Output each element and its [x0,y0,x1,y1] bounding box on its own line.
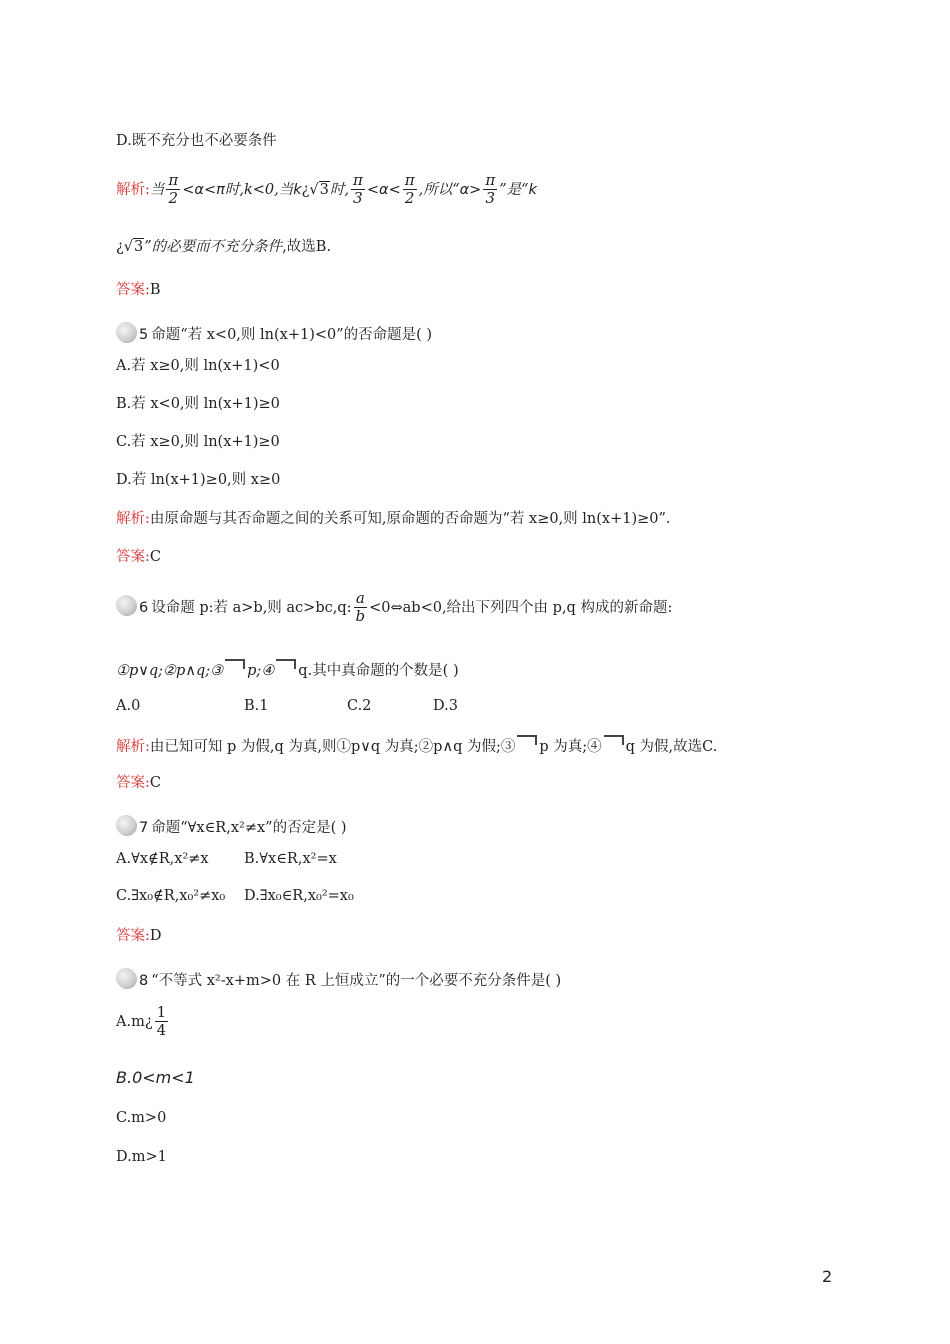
q5-option-a: A.若 x≥0,则 ln(x+1)<0 [116,358,280,374]
q6-explanation: 解析:由已知可知 p 为假,q 为真,则①p∨q 为真;②p∧q 为假;③ p 为真;④ q 为假,故选C. [116,735,717,757]
q5-answer: 答案:C [116,549,161,565]
fraction: $\frac{\pi}{2}$ [404,171,415,208]
q7-answer: 答案:D [116,928,162,944]
q7-stem: 7 命题“∀x∈R,x²≠x”的否定是( ) [116,815,347,838]
q7-option-a: A.∀x∉R,x²≠x [116,851,209,867]
q6-option-d: D.3 [433,698,458,714]
sqrt-3: √3 [123,239,144,255]
q7-option-b: B.∀x∈R,x²=x [244,851,337,867]
q7-options-cd [116,887,354,906]
q5-stem: 5 命题“若 x<0,则 ln(x+1)<0”的否命题是( ) [116,322,432,345]
q4-answer: 答案:B [116,282,161,298]
page-number: 2 [822,1267,833,1286]
sqrt-3: √3 [309,181,329,198]
question-marker-icon [116,968,136,988]
question-marker-icon [116,815,136,835]
q7-options-ab [116,850,337,869]
q7-option-c: C.∃x₀∉R,x₀²≠x₀ [116,888,226,904]
q5-option-d: D.若 ln(x+1)≥0,则 x≥0 [116,472,281,488]
q6-option-a: A.0 [116,698,141,714]
negation-symbol [517,735,537,745]
negation-symbol [604,735,624,745]
q4-option-d: D.既不充分也不必要条件 [116,133,277,149]
q8-stem: 8 “不等式 x²-x+m>0 在 R 上恒成立”的一个必要不充分条件是( ) [116,968,561,991]
explanation-label: 解析: [116,181,150,198]
q4-explanation-line2: ¿√3”的必要而不充分条件,故选B. [116,239,332,255]
q8-option-b: B.0<m<1 [116,1068,195,1087]
q6-option-b: B.1 [244,698,269,714]
q8-option-c: C.m>0 [116,1110,167,1126]
question-marker-icon [116,595,136,615]
q5-option-b: B.若 x<0,则 ln(x+1)≥0 [116,396,280,412]
fraction-a-over-b: $\frac{a}{b}$ [355,589,366,626]
fraction: $\frac{\pi}{3}$ [485,171,496,208]
question-marker-icon [116,322,136,342]
q8-option-d: D.m>1 [116,1149,167,1165]
negation-symbol [276,659,296,669]
fraction: $\frac{\pi}{2}$ [168,171,179,208]
negation-symbol [225,659,245,669]
q5-explanation: 解析:由原命题与其否命题之间的关系可知,原命题的否命题为“若 x≥0,则 ln(x+1)≥0”. [116,511,671,527]
q4-explanation-line1: 解析:当 $\frac{\pi}{2}$ <α<π时,k<0,当k¿√3时, $\frac{\pi}{3}$ <α< $\frac{\pi}{2}$ ,所以“α> $\frac{\pi}{3}$ ”是“k [116,171,537,208]
q5-option-c: C.若 x≥0,则 ln(x+1)≥0 [116,434,280,450]
q6-stem: 6 设命题 p:若 a>b,则 ac>bc,q: $\frac{a}{b}$ <0⇔ab<0,给出下列四个由 p,q 构成的新命题: [116,590,672,626]
q7-option-d: D.∃x₀∈R,x₀²=x₀ [244,888,354,904]
fraction: $\frac{\pi}{3}$ [353,171,363,208]
q8-option-a: A.m¿ $\frac{1}{4}$ [116,1003,167,1040]
q6-answer: 答案:C [116,775,161,791]
q6-option-c: C.2 [347,698,372,714]
fraction-one-quarter: $\frac{1}{4}$ [156,1003,167,1040]
q6-stem-line2: ①p∨q;②p∧q;③ p;④ q.其中真命题的个数是( ) [116,659,459,681]
q6-options [116,697,458,716]
